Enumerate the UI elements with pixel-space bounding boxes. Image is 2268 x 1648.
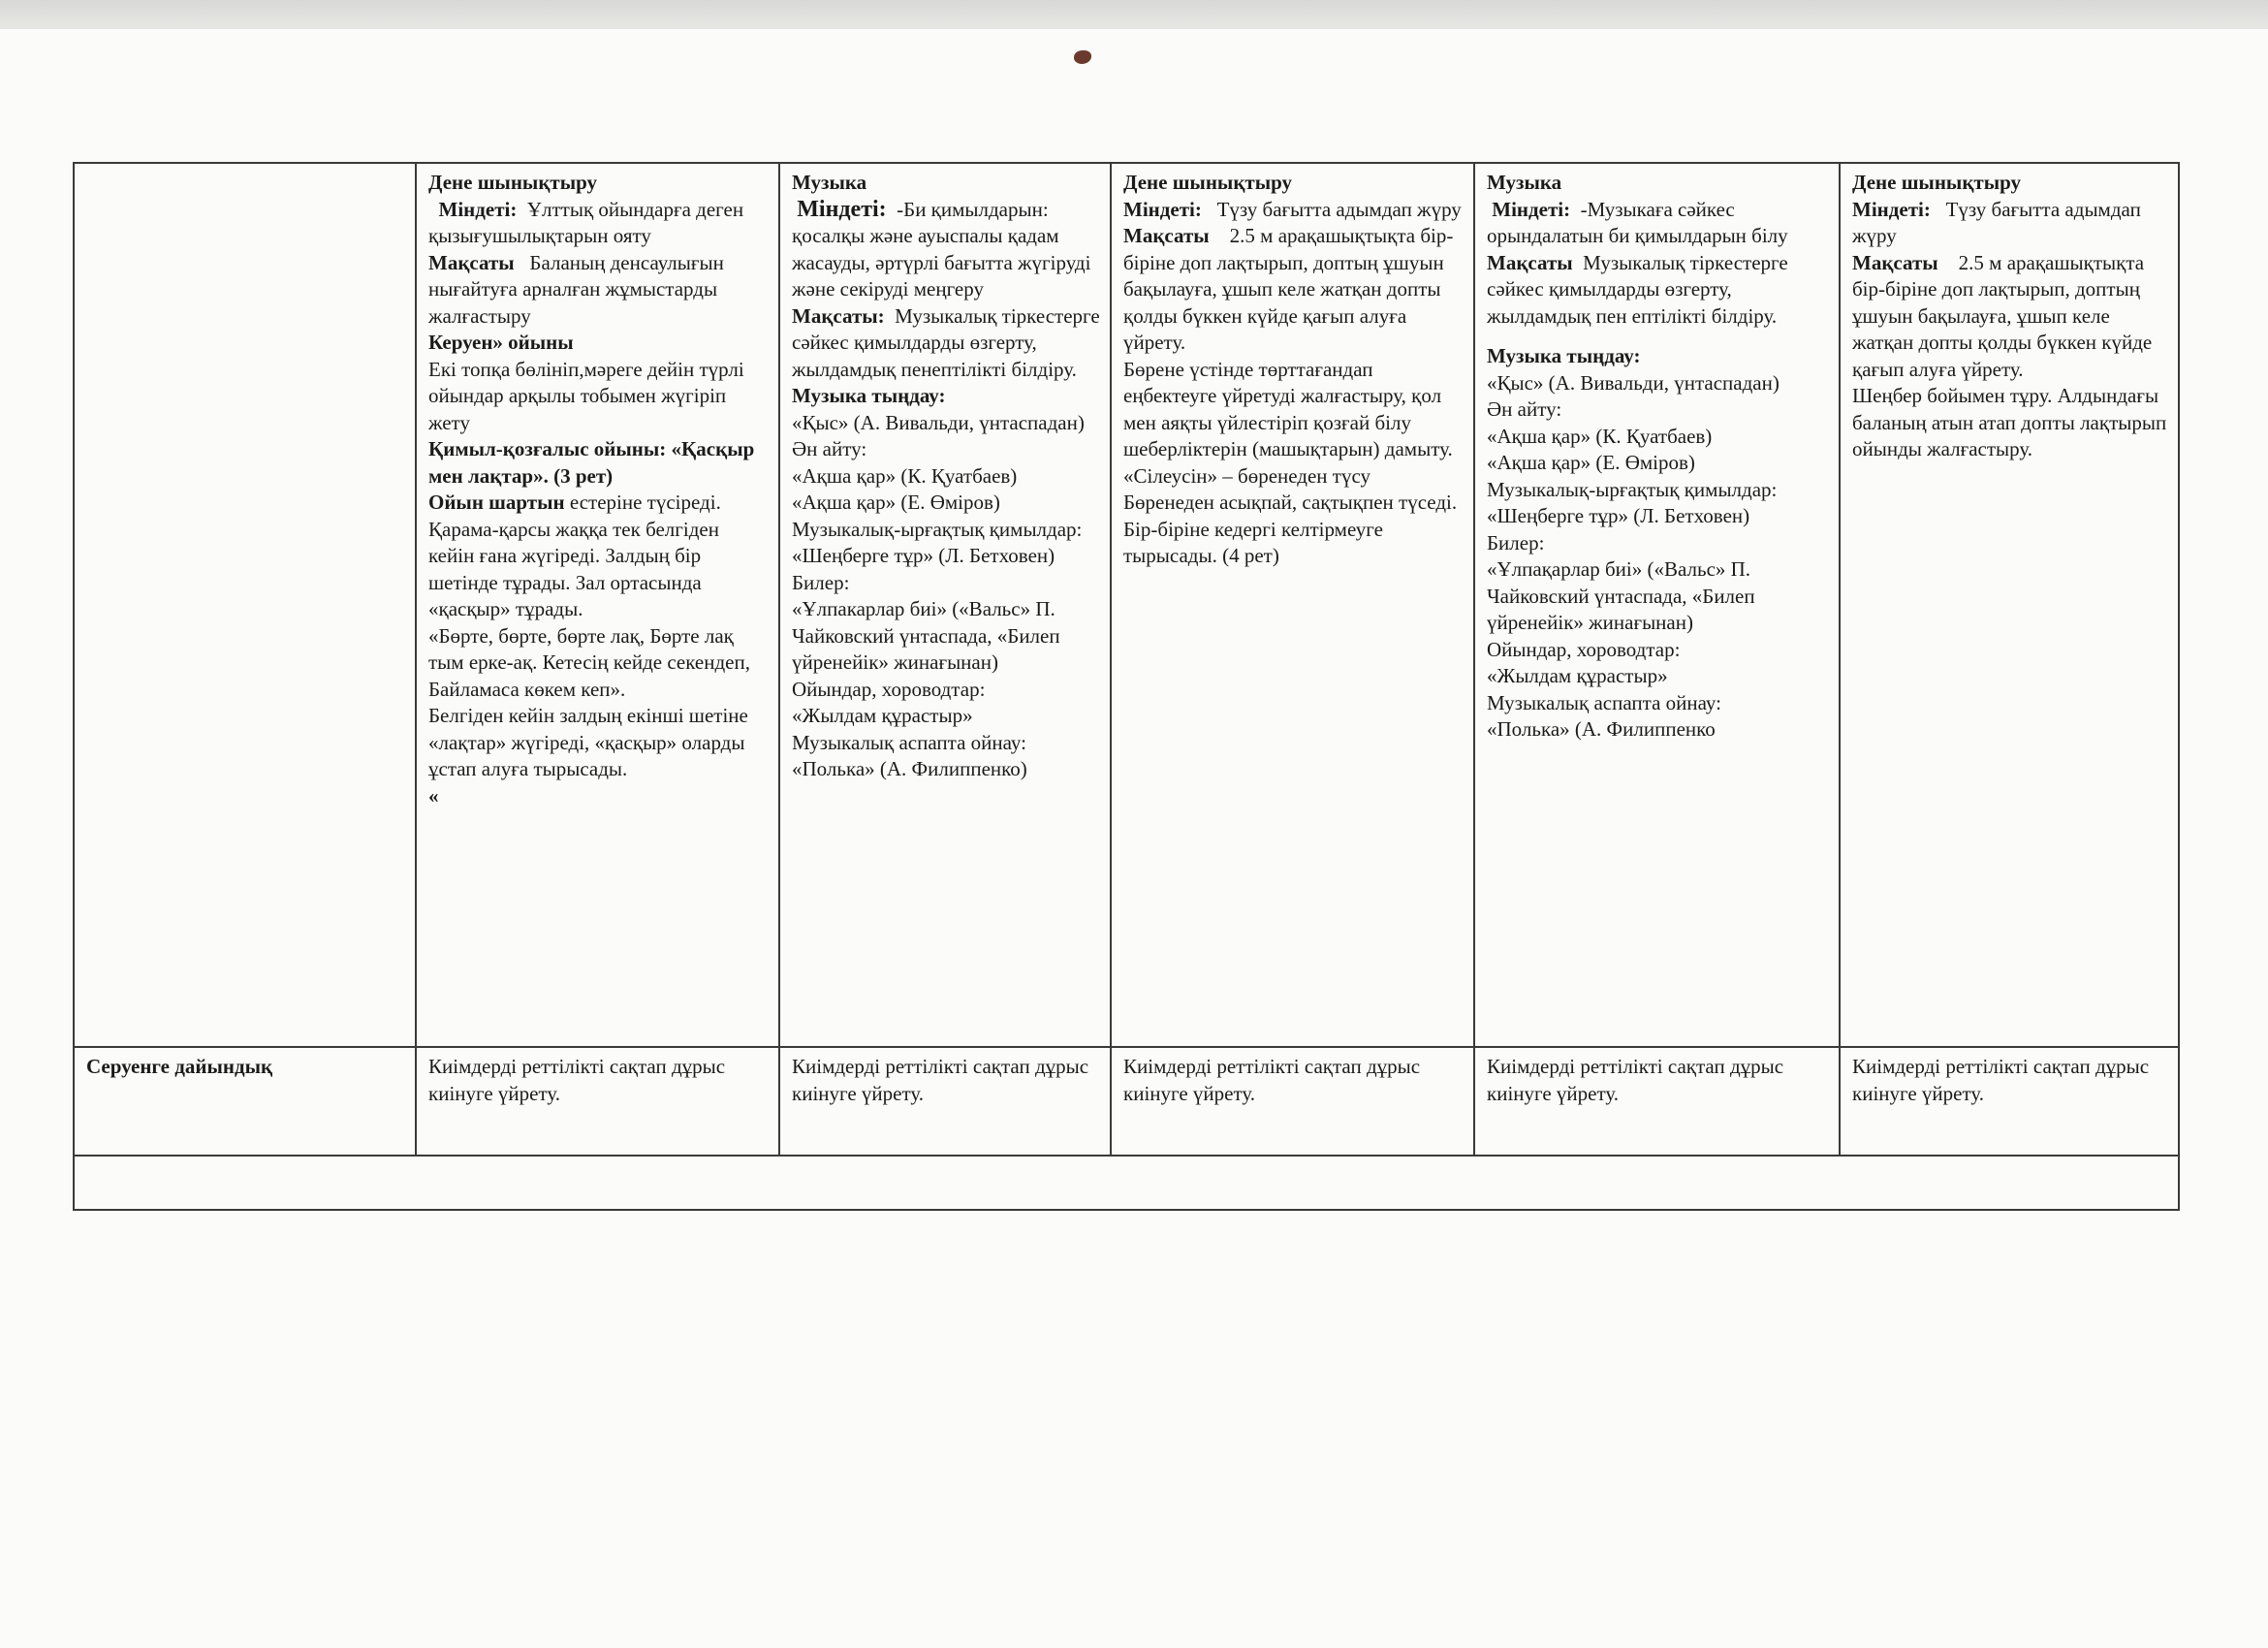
poem-text: «Бөрте, бөрте, бөрте лақ, Бөрте лақ тым ерке-ақ. Кетесің кейде секендеп, Байламаса көкем кеп». — [428, 623, 750, 701]
row-label-walk-prep: Серуенге дайындық — [74, 1047, 416, 1156]
instrument-label: Музыкалық аспапта ойнау: — [1487, 690, 1721, 714]
goal-paragraph: Мақсаты Музыкалық тіркестерге сәйкес қимылдарды өзгерту, жылдамдық пен ептілікті білдіру. — [1487, 250, 1788, 328]
instrument-item: «Полька» (А. Филиппенко — [1487, 717, 1716, 741]
goal-paragraph: Мақсаты 2.5 м арақашықтықта бір-біріне доп лақтырып, доптың ұшуын бақылауға, ұшып келе жатқан допты қолды бүккен күйде қағып алуға үйрету. — [1123, 224, 1454, 354]
dance-label: Билер: — [1487, 530, 1545, 555]
spacer — [1487, 330, 1829, 343]
game-description: Екі топқа бөлініп,мәреге дейін түрлі ойындар арқылы тобымен жүгіріп жету — [428, 357, 744, 434]
sing-item: «Ақша қар» (К. Қуатбаев) — [792, 463, 1018, 488]
rhythm-label: Музыкалық-ырғақтық қимылдар: — [1487, 477, 1778, 501]
listen-label: Музыка тыңдау: — [792, 384, 946, 407]
sing-item: «Ақша қар» (Е. Өміров) — [792, 491, 1000, 514]
game-title: Қимыл-қозғалыс ойыны: «Қасқыр мен лақтар». (3 рет) — [428, 437, 755, 488]
listen-label: Музыка тыңдау: — [1487, 344, 1641, 367]
cell-mon-physical — [416, 163, 779, 1047]
prep-cell: Киімдерді реттілікті сақтап дұрыс киінуге үйрету. — [1840, 1047, 2179, 1156]
instrument-label: Музыкалық аспапта ойнау: — [792, 730, 1026, 754]
row-label-cell-empty — [74, 163, 416, 1047]
games-label: Ойындар, хороводтар: — [1487, 637, 1681, 661]
task-paragraph: Міндеті: -Музыкаға сәйкес орындалатын би қимылдарын білу — [1487, 197, 1788, 247]
cell-fri-physical — [1840, 163, 2179, 1047]
dance-label: Билер: — [792, 570, 850, 594]
trailing-mark: « — [428, 783, 439, 808]
dance-item: «Ұлпакарлар биі» («Вальс» П. Чайковский үнтаспада, «Билеп үйренейік» жинағынан) — [792, 597, 1060, 674]
cell-thu-music — [1474, 163, 1840, 1047]
dance-item: «Ұлпақарлар биі» («Вальс» П. Чайковский үнтаспада, «Билеп үйренейік» жинағынан) — [1487, 557, 1755, 634]
instrument-item: «Полька» (А. Филиппенко) — [792, 757, 1027, 780]
empty-row — [74, 1156, 2179, 1210]
rhythm-item: «Шеңберге тұр» (Л. Бетховен) — [792, 544, 1055, 567]
task-paragraph: Міндеті: Түзу бағытта адымдап жүру — [1852, 197, 2141, 247]
prep-cell: Киімдерді реттілікті сақтап дұрыс киінуге үйрету. — [1111, 1047, 1474, 1156]
task-paragraph: Міндеті: Түзу бағытта адымдап жүру — [1123, 197, 1462, 221]
goal-paragraph: Мақсаты: Музыкалық тіркестерге сәйкес қимылдарды өзгерту, жылдамдық пенептілікті білдіру. — [792, 303, 1100, 381]
prep-cell: Киімдерді реттілікті сақтап дұрыс киінуге үйрету. — [416, 1047, 779, 1156]
task-paragraph: Міндеті: Ұлттық ойындарға деген қызығушылықтарын ояту — [428, 197, 744, 247]
walk-prep-row — [74, 1047, 2179, 1156]
games-item: «Жылдам құрастыр» — [1487, 664, 1668, 687]
sing-item: «Ақша қар» (К. Қуатбаев) — [1487, 424, 1713, 448]
rules-paragraph: Ойын шартын естеріне түсіреді. Қарама-қарсы жаққа тек белгіден кейін ғана жүгіреді. Залдың бір шетінде тұрады. Зал ортасында «қасқыр» тұрады. — [428, 491, 721, 620]
game-title: Керуен» ойыны — [428, 331, 574, 354]
exercise-paragraph: Шеңбер бойымен тұру. Алдындағы баланың атын атап допты лақтырып ойынды жалғастыру. — [1852, 384, 2167, 460]
games-item: «Жылдам құрастыр» — [792, 704, 973, 727]
sing-label: Ән айту: — [1487, 397, 1562, 421]
sing-label: Ән айту: — [792, 437, 867, 460]
rhythm-item: «Шеңберге тұр» (Л. Бетховен) — [1487, 504, 1750, 527]
task-paragraph: Міндеті: -Би қимылдарын: қосалқы және ауыспалы қадам жасауды, әртүрлі бағытта жүгіруді және секіруді меңгеру — [792, 196, 1091, 301]
prep-cell: Киімдерді реттілікті сақтап дұрыс киінуге үйрету. — [1474, 1047, 1840, 1156]
rhythm-label: Музыкалық-ырғақтық қимылдар: — [792, 517, 1083, 541]
exercise-paragraph: Бөренеден асықпай, сақтықпен түседі. Бір-біріне кедергі келтірмеуге тырысады. (4 рет) — [1123, 491, 1458, 567]
listen-item: «Қыс» (А. Вивальди, үнтаспадан) — [792, 410, 1085, 434]
subject-title: Дене шынықтыру — [1123, 171, 1293, 194]
empty-cell — [74, 1156, 2179, 1210]
exercise-paragraph: Бөрене үстінде төрттағандап еңбектеуге үйретуді жалғастыру, қол мен аяқты үйлестіріп қозғай білу шеберліктерін (машықтарын) дамыту. «Сілеусін» – бөренеден түсу — [1123, 357, 1453, 488]
lesson-plan-table — [73, 162, 2180, 1211]
subject-title: Дене шынықтыру — [1852, 171, 2022, 194]
prep-cell: Киімдерді реттілікті сақтап дұрыс киінуге үйрету. — [779, 1047, 1111, 1156]
cell-tue-music — [779, 163, 1111, 1047]
subject-title: Музыка — [1487, 171, 1562, 194]
game-description: Белгіден кейін залдың екінші шетіне «лақтар» жүгіреді, «қасқыр» оларды ұстап алуға тырысады. — [428, 704, 748, 780]
sing-item: «Ақша қар» (Е. Өміров) — [1487, 451, 1695, 474]
activities-row — [74, 163, 2179, 1047]
goal-paragraph: Мақсаты Баланың денсаулығын нығайтуға арналған жұмыстарды жалғастыру — [428, 250, 724, 328]
subject-title: Музыка — [792, 171, 867, 194]
games-label: Ойындар, хороводтар: — [792, 677, 986, 701]
cell-wed-physical — [1111, 163, 1474, 1047]
goal-paragraph: Мақсаты 2.5 м арақашықтықта бір-біріне доп лақтырып, доптың ұшуын бақылауға, ұшып келе жатқан допты қолды бүккен күйде қағып алуға үйрету. — [1852, 250, 2153, 381]
subject-title: Дене шынықтыру — [428, 171, 598, 194]
listen-item: «Қыс» (А. Вивальди, үнтаспадан) — [1487, 370, 1780, 395]
